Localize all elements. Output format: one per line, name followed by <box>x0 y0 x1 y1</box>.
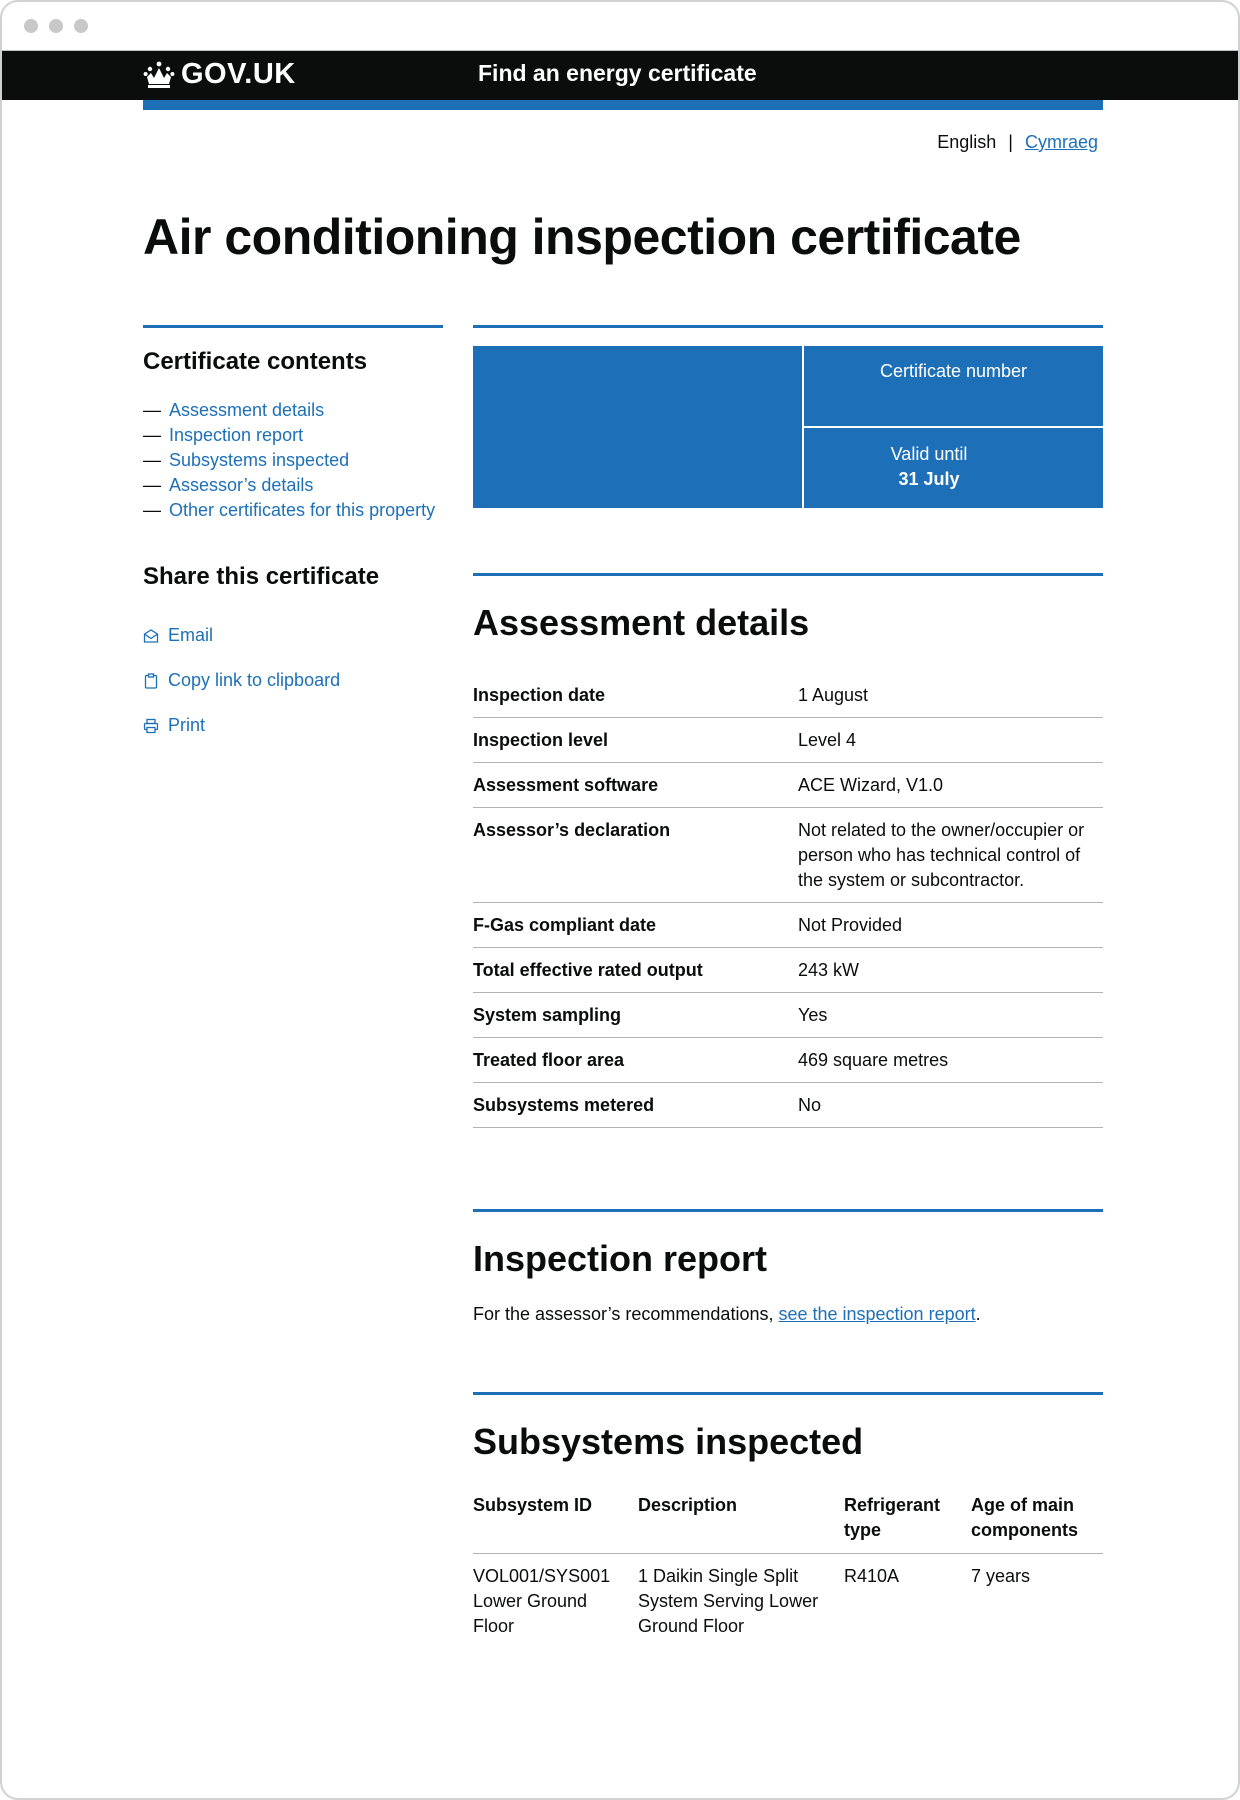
summary-row <box>473 903 1103 948</box>
contents-title: Certificate contents <box>143 348 368 375</box>
summary-value: 469 square metres <box>798 1050 949 1070</box>
inspection-report-text-after: . <box>975 1304 981 1324</box>
summary-key: Treated floor area <box>473 1050 625 1070</box>
toc-dash: — <box>143 475 161 495</box>
summary-key: Assessor’s declaration <box>473 820 671 840</box>
certificate-rule <box>473 325 1103 328</box>
sidebar <box>143 325 443 748</box>
contents-list <box>143 398 443 523</box>
summary-row <box>473 673 1103 718</box>
assessment-summary-list <box>473 673 1103 1128</box>
toc-item <box>143 423 443 448</box>
printer-icon <box>143 718 159 734</box>
language-switcher <box>937 132 1098 153</box>
toc-link-assessors-details[interactable]: Assessor’s details <box>169 475 314 495</box>
window-minimize-dot[interactable] <box>49 19 63 33</box>
subsystems-title: Subsystems inspected <box>473 1421 864 1462</box>
column-header: Subsystem ID <box>473 1493 638 1554</box>
summary-value: Not related to the owner/occupier or person who has technical control of the system or subcontractor. <box>798 820 1085 890</box>
column-header: Refrigerant type <box>844 1493 971 1554</box>
copy-link-button[interactable] <box>143 658 443 703</box>
summary-key: Inspection date <box>473 685 606 705</box>
summary-value: Yes <box>798 1005 828 1025</box>
crown-icon <box>143 60 175 90</box>
language-link-cymraeg[interactable]: Cymraeg <box>1024 132 1098 152</box>
toc-dash: — <box>143 500 161 520</box>
table-row <box>473 1554 1103 1650</box>
summary-key: Assessment software <box>473 775 659 795</box>
subsystems-section <box>473 1392 1103 1649</box>
toc-link-inspection-report[interactable]: Inspection report <box>169 425 304 445</box>
summary-row <box>473 718 1103 763</box>
toc-link-subsystems-inspected[interactable]: Subsystems inspected <box>169 450 350 470</box>
summary-value: 1 August <box>798 685 869 705</box>
assessment-details-title: Assessment details <box>473 602 810 643</box>
table-cell: VOL001/SYS001 Lower Ground Floor <box>473 1566 611 1636</box>
language-separator: | <box>1008 132 1013 152</box>
valid-until-date: 31 July <box>898 469 960 489</box>
language-current: English <box>937 132 997 152</box>
summary-row <box>473 948 1103 993</box>
summary-row <box>473 763 1103 808</box>
column-header: Age of main components <box>971 1493 1103 1554</box>
window-close-dot[interactable] <box>24 19 38 33</box>
valid-until-label: Valid until <box>890 444 968 464</box>
inspection-report-title: Inspection report <box>473 1238 768 1279</box>
inspection-report-text <box>473 1302 1103 1327</box>
clipboard-icon <box>143 673 159 689</box>
header-blue-bar <box>143 100 1103 110</box>
summary-key: Subsystems metered <box>473 1095 655 1115</box>
summary-value: Level 4 <box>798 730 857 750</box>
toc-link-assessment-details[interactable]: Assessment details <box>169 400 325 420</box>
table-cell: R410A <box>844 1566 900 1586</box>
summary-value: ACE Wizard, V1.0 <box>798 775 944 795</box>
page-title: Air conditioning inspection certificate <box>143 209 1021 265</box>
table-header-row <box>473 1493 1103 1554</box>
toc-item <box>143 473 443 498</box>
share-title: Share this certificate <box>143 563 380 590</box>
subsystems-table <box>473 1493 1103 1649</box>
print-label: Print <box>168 715 206 735</box>
summary-key: F-Gas compliant date <box>473 915 657 935</box>
inspection-report-text-before: For the assessor’s recommendations, <box>473 1304 779 1324</box>
inspection-report-link[interactable]: see the inspection report <box>778 1304 976 1324</box>
summary-row <box>473 1038 1103 1083</box>
certificate-number-label: Certificate number <box>879 361 1028 381</box>
summary-value: Not Provided <box>798 915 903 935</box>
summary-row <box>473 993 1103 1038</box>
toc-item <box>143 398 443 423</box>
inspection-report-section <box>473 1209 1103 1327</box>
copy-link-label: Copy link to clipboard <box>168 670 341 690</box>
assessment-details-section <box>473 573 1103 1128</box>
valid-until <box>804 442 1054 492</box>
share-email-label: Email <box>168 625 214 645</box>
certificate-summary-box <box>473 346 1103 508</box>
toc-item <box>143 498 443 523</box>
window-maximize-dot[interactable] <box>74 19 88 33</box>
print-button[interactable] <box>143 703 443 748</box>
box-divider <box>804 426 1103 428</box>
toc-dash: — <box>143 400 161 420</box>
column-header: Description <box>638 1493 844 1554</box>
window-chrome <box>2 2 1238 50</box>
toc-item <box>143 448 443 473</box>
summary-value: No <box>798 1095 822 1115</box>
share-email-link[interactable] <box>143 613 443 658</box>
summary-key: Total effective rated output <box>473 960 703 980</box>
table-cell: 1 Daikin Single Split System Serving Lower Ground Floor <box>638 1566 819 1636</box>
summary-key: Inspection level <box>473 730 609 750</box>
service-name-link[interactable]: Find an energy certificate <box>478 60 757 86</box>
toc-link-other-certificates[interactable]: Other certificates for this property <box>169 500 436 520</box>
table-cell: 7 years <box>971 1566 1031 1586</box>
summary-value: 243 kW <box>798 960 860 980</box>
email-icon <box>143 628 159 644</box>
logo-text: GOV.UK <box>181 58 296 90</box>
summary-row <box>473 1083 1103 1128</box>
summary-row <box>473 808 1103 903</box>
summary-key: System sampling <box>473 1005 622 1025</box>
toc-dash: — <box>143 450 161 470</box>
govuk-logo-link[interactable] <box>143 58 296 91</box>
toc-dash: — <box>143 425 161 445</box>
